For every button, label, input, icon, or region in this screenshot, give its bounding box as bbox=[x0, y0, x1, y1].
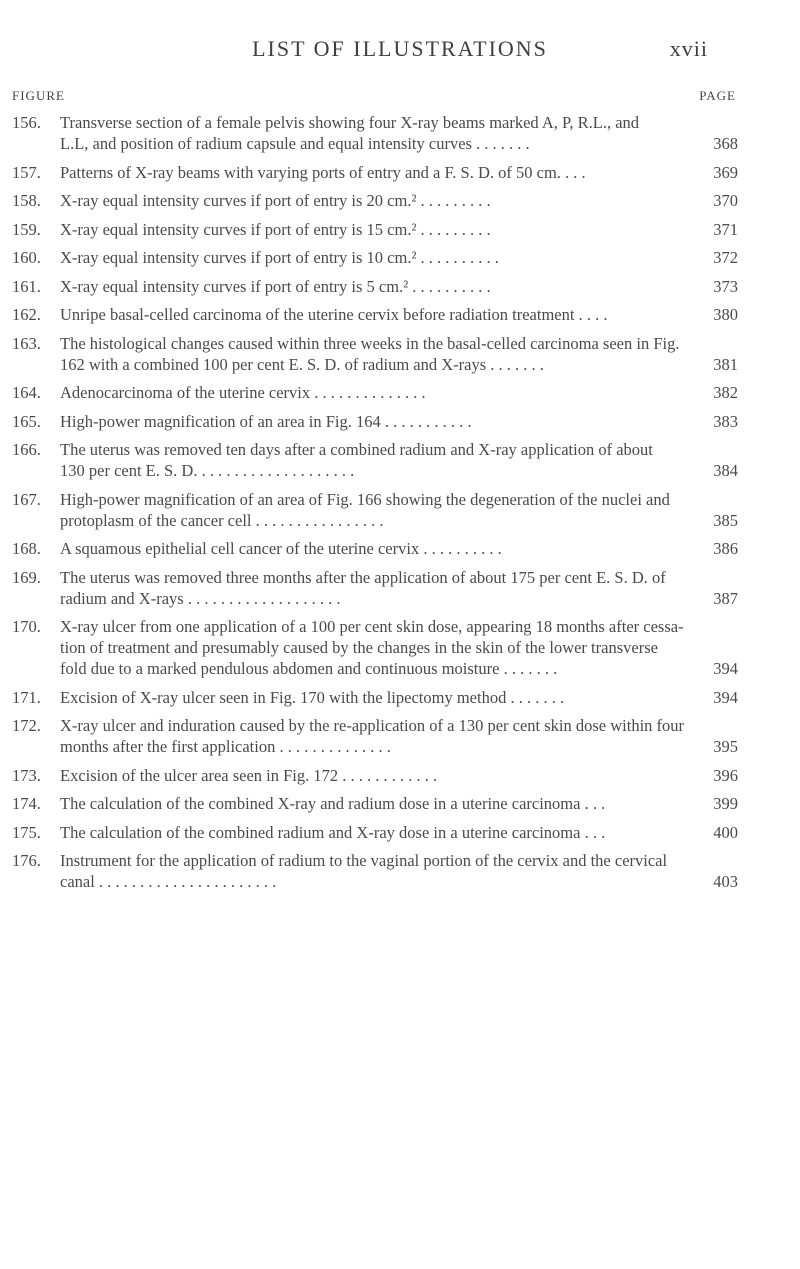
page-reference: 372 bbox=[713, 248, 738, 267]
figure-number: 171. bbox=[12, 687, 41, 707]
figure-number: 175. bbox=[12, 822, 41, 842]
figure-number: 163. bbox=[12, 333, 41, 353]
list-item bbox=[12, 850, 738, 892]
illustrations-list bbox=[12, 112, 738, 900]
list-item bbox=[12, 190, 738, 211]
figure-number: 156. bbox=[12, 113, 41, 132]
list-item bbox=[12, 616, 738, 679]
list-item bbox=[12, 538, 738, 559]
figure-number: 174. bbox=[12, 794, 41, 813]
list-item bbox=[12, 247, 738, 268]
figure-number: 173. bbox=[12, 765, 41, 785]
figure-caption bbox=[60, 247, 692, 268]
list-item bbox=[12, 567, 738, 609]
figure-number: 162. bbox=[12, 305, 41, 324]
page-reference: 383 bbox=[713, 411, 738, 431]
caption-line: Instrument for the application of radium to the vaginal portion of the cervix and the cervical bbox=[60, 851, 668, 870]
caption-line: canal . . . . . . . . . . . . . . . . . . . . . . bbox=[60, 872, 277, 891]
figure-caption bbox=[60, 333, 692, 375]
figure-number: 159. bbox=[12, 219, 41, 239]
figure-caption bbox=[60, 538, 692, 559]
figure-caption bbox=[60, 489, 692, 531]
page-reference: 381 bbox=[713, 354, 738, 374]
figure-number: 167. bbox=[12, 489, 41, 509]
caption-line: Excision of X-ray ulcer seen in Fig. 170 with the lipectomy method . . . . . . . bbox=[60, 687, 565, 707]
caption-line: X-ray ulcer and induration caused by the re-application of a 130 per cent skin dose within four bbox=[60, 716, 685, 735]
page-reference: 394 bbox=[713, 687, 738, 707]
page-reference: 396 bbox=[713, 765, 738, 785]
caption-line: Excision of the ulcer area seen in Fig. 172 . . . . . . . . . . . . bbox=[60, 765, 438, 785]
list-item bbox=[12, 715, 738, 757]
figure-number: 170. bbox=[12, 617, 41, 636]
caption-line: radium and X-rays . . . . . . . . . . . . . . . . . . . bbox=[60, 588, 341, 608]
caption-line: 130 per cent E. S. D. . . . . . . . . . . . . . . . . . . . bbox=[60, 461, 355, 480]
page-reference: 395 bbox=[713, 737, 738, 756]
page-reference: 373 bbox=[713, 276, 738, 296]
figure-number: 161. bbox=[12, 276, 41, 296]
list-item bbox=[12, 304, 738, 325]
figure-number: 158. bbox=[12, 191, 41, 210]
list-item bbox=[12, 411, 738, 432]
caption-line: months after the first application . . . . . . . . . . . . . . bbox=[60, 737, 391, 756]
caption-line: Adenocarcinoma of the uterine cervix . . . . . . . . . . . . . . bbox=[60, 383, 426, 402]
list-item bbox=[12, 765, 738, 786]
page-reference: 385 bbox=[713, 510, 738, 530]
figure-number: 176. bbox=[12, 851, 41, 870]
caption-line: The calculation of the combined radium and X-ray dose in a uterine carcinoma . . . bbox=[60, 822, 606, 842]
list-item bbox=[12, 822, 738, 843]
figure-number: 169. bbox=[12, 567, 41, 587]
figure-caption bbox=[60, 276, 692, 297]
caption-line: The histological changes caused within three weeks in the basal-celled carcinoma seen in Fig. bbox=[60, 333, 680, 353]
figure-column-heading: FIGURE bbox=[12, 88, 65, 103]
figure-caption bbox=[60, 616, 692, 679]
caption-line: X-ray equal intensity curves if port of entry is 15 cm.² . . . . . . . . . bbox=[60, 219, 491, 239]
page-reference: 394 bbox=[713, 659, 738, 678]
page-reference: 387 bbox=[713, 588, 738, 608]
page-title: LIST OF ILLUSTRATIONS bbox=[252, 36, 548, 61]
figure-number: 165. bbox=[12, 411, 41, 431]
caption-line: fold due to a marked pendulous abdomen and continuous moisture . . . . . . . bbox=[60, 659, 558, 678]
list-item bbox=[12, 439, 738, 481]
caption-line: protoplasm of the cancer cell . . . . . . . . . . . . . . . . bbox=[60, 510, 384, 530]
figure-caption bbox=[60, 112, 692, 154]
page-reference: 371 bbox=[713, 219, 738, 239]
figure-caption bbox=[60, 687, 692, 708]
figure-caption bbox=[60, 765, 692, 786]
page-reference: 399 bbox=[713, 794, 738, 813]
page-reference: 403 bbox=[713, 872, 738, 891]
page-reference: 384 bbox=[713, 461, 738, 480]
caption-line: tion of treatment and presumably caused by the changes in the skin of the lower transverse bbox=[60, 638, 658, 657]
page-header bbox=[0, 30, 800, 70]
caption-line: The uterus was removed three months after the application of about 175 per cent E. S. D. of bbox=[60, 567, 666, 587]
caption-line: X-ray ulcer from one application of a 100 per cent skin dose, appearing 18 months after cessa- bbox=[60, 617, 684, 636]
list-item bbox=[12, 489, 738, 531]
list-item bbox=[12, 112, 738, 154]
list-item bbox=[12, 333, 738, 375]
caption-line: Patterns of X-ray beams with varying ports of entry and a F. S. D. of 50 cm. . . . bbox=[60, 162, 586, 182]
page-reference: 386 bbox=[713, 539, 738, 558]
page-reference: 370 bbox=[713, 191, 738, 210]
page-column-heading: PAGE bbox=[699, 88, 736, 103]
caption-line: High-power magnification of an area of Fig. 166 showing the degeneration of the nuclei and bbox=[60, 489, 670, 509]
caption-line: High-power magnification of an area in Fig. 164 . . . . . . . . . . . bbox=[60, 411, 472, 431]
figure-number: 172. bbox=[12, 716, 41, 735]
figure-caption bbox=[60, 567, 692, 609]
figure-caption bbox=[60, 382, 692, 403]
figure-caption bbox=[60, 850, 692, 892]
figure-caption bbox=[60, 190, 692, 211]
caption-line: X-ray equal intensity curves if port of entry is 10 cm.² . . . . . . . . . . bbox=[60, 248, 499, 267]
list-item bbox=[12, 382, 738, 403]
figure-caption bbox=[60, 219, 692, 240]
figure-number: 164. bbox=[12, 383, 41, 402]
list-item bbox=[12, 793, 738, 814]
caption-line: X-ray equal intensity curves if port of entry is 20 cm.² . . . . . . . . . bbox=[60, 191, 491, 210]
figure-caption bbox=[60, 793, 692, 814]
page-reference: 400 bbox=[713, 822, 738, 842]
caption-line: L.L, and position of radium capsule and equal intensity curves . . . . . . . bbox=[60, 134, 530, 153]
figure-caption bbox=[60, 411, 692, 432]
column-headings bbox=[12, 88, 736, 108]
list-item bbox=[12, 276, 738, 297]
caption-line: The uterus was removed ten days after a combined radium and X-ray application of about bbox=[60, 440, 653, 459]
figure-caption bbox=[60, 304, 692, 325]
page-reference: 369 bbox=[713, 162, 738, 182]
figure-caption bbox=[60, 822, 692, 843]
caption-line: The calculation of the combined X-ray and radium dose in a uterine carcinoma . . . bbox=[60, 794, 606, 813]
figure-caption bbox=[60, 715, 692, 757]
figure-number: 168. bbox=[12, 539, 41, 558]
caption-line: 162 with a combined 100 per cent E. S. D. of radium and X-rays . . . . . . . bbox=[60, 354, 544, 374]
list-item bbox=[12, 687, 738, 708]
list-item bbox=[12, 219, 738, 240]
figure-caption bbox=[60, 439, 692, 481]
figure-number: 157. bbox=[12, 162, 41, 182]
caption-line: X-ray equal intensity curves if port of entry is 5 cm.² . . . . . . . . . . bbox=[60, 276, 491, 296]
page-reference: 380 bbox=[713, 305, 738, 324]
figure-number: 166. bbox=[12, 440, 41, 459]
page-reference: 368 bbox=[713, 134, 738, 153]
list-item bbox=[12, 162, 738, 183]
caption-line: A squamous epithelial cell cancer of the uterine cervix . . . . . . . . . . bbox=[60, 539, 502, 558]
page-number: xvii bbox=[669, 36, 708, 61]
page-reference: 382 bbox=[713, 383, 738, 402]
figure-caption bbox=[60, 162, 692, 183]
figure-number: 160. bbox=[12, 248, 41, 267]
caption-line: Transverse section of a female pelvis showing four X-ray beams marked A, P, R.L., and bbox=[60, 113, 640, 132]
caption-line: Unripe basal-celled carcinoma of the uterine cervix before radiation treatment . . . . bbox=[60, 305, 608, 324]
